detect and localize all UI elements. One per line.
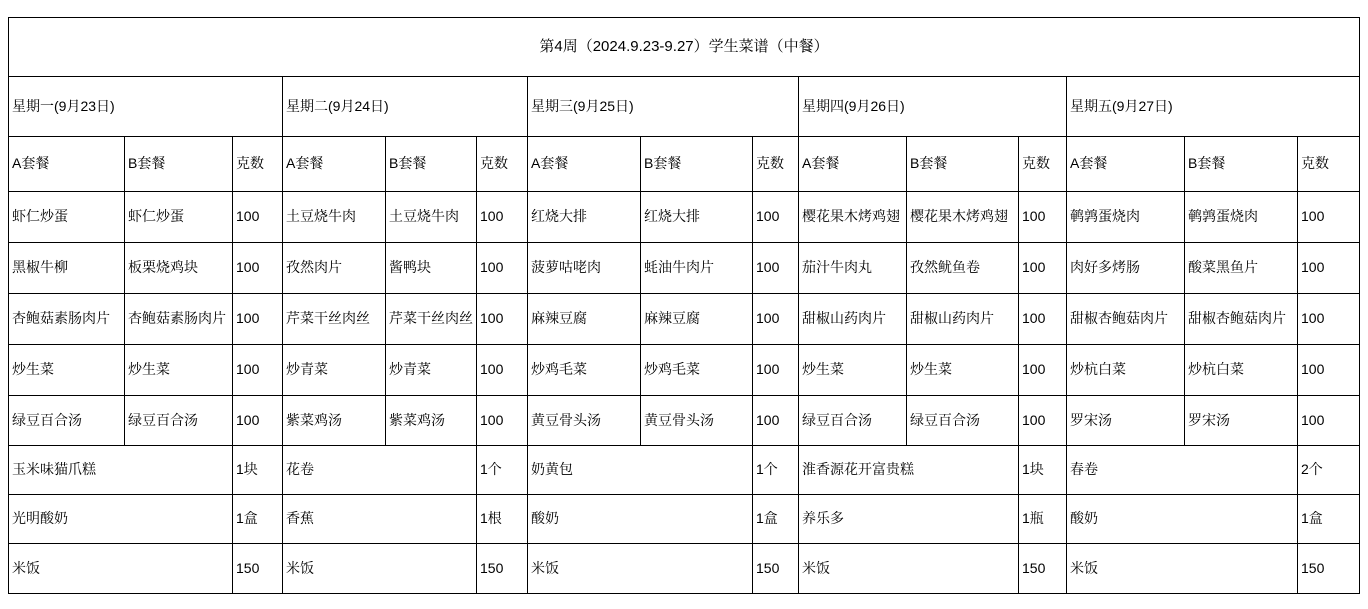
grams-cell: 100 (1298, 192, 1360, 243)
grams-cell: 100 (477, 243, 528, 294)
dish-cell: 杏鲍菇素肠肉片 (9, 294, 125, 345)
extra-qty-cell: 1盒 (753, 495, 799, 544)
dish-cell: 炒生菜 (799, 345, 907, 396)
grams-cell: 100 (233, 345, 283, 396)
dish-cell: 绿豆百合汤 (9, 396, 125, 446)
extra-name-cell: 米饭 (799, 544, 1019, 594)
dish-cell: 罗宋汤 (1185, 396, 1298, 446)
extra-qty-cell: 150 (1019, 544, 1067, 594)
extra-qty-cell: 1根 (477, 495, 528, 544)
dish-cell: 绿豆百合汤 (799, 396, 907, 446)
grams-cell: 100 (477, 396, 528, 446)
dish-cell: 绿豆百合汤 (125, 396, 233, 446)
extra-name-cell: 玉米味猫爪糕 (9, 446, 233, 495)
dish-cell: 炒生菜 (125, 345, 233, 396)
extra-name-cell: 养乐多 (799, 495, 1019, 544)
extra-qty-cell: 1盒 (1298, 495, 1360, 544)
extra-qty-cell: 150 (233, 544, 283, 594)
drink-row (9, 495, 1360, 544)
grams-cell: 100 (477, 192, 528, 243)
extra-name-cell: 春卷 (1067, 446, 1298, 495)
day-header-friday: 星期五(9月27日) (1067, 77, 1360, 137)
grams-cell: 100 (753, 345, 799, 396)
grams-cell: 100 (1298, 294, 1360, 345)
dish-cell: 酱鸭块 (386, 243, 477, 294)
dish-cell: 甜椒杏鲍菇肉片 (1067, 294, 1185, 345)
dish-cell: 炒鸡毛菜 (641, 345, 753, 396)
extra-name-cell: 奶黄包 (528, 446, 753, 495)
dish-cell: 炒生菜 (907, 345, 1019, 396)
col-header-grams: 克数 (1298, 137, 1360, 192)
dish-cell: 土豆烧牛肉 (386, 192, 477, 243)
dish-cell: 炒生菜 (9, 345, 125, 396)
grams-cell: 100 (1298, 345, 1360, 396)
extra-name-cell: 米饭 (1067, 544, 1298, 594)
dish-cell: 杏鲍菇素肠肉片 (125, 294, 233, 345)
dish-cell: 紫菜鸡汤 (283, 396, 386, 446)
extra-qty-cell: 150 (1298, 544, 1360, 594)
day-header-wednesday: 星期三(9月25日) (528, 77, 799, 137)
dish-cell: 土豆烧牛肉 (283, 192, 386, 243)
col-header-a: A套餐 (283, 137, 386, 192)
extra-qty-cell: 1个 (753, 446, 799, 495)
extra-qty-cell: 150 (477, 544, 528, 594)
dish-cell: 红烧大排 (641, 192, 753, 243)
dish-cell: 菠萝咕咾肉 (528, 243, 641, 294)
grams-cell: 100 (753, 192, 799, 243)
extra-qty-cell: 150 (753, 544, 799, 594)
grams-cell: 100 (233, 243, 283, 294)
col-header-grams: 克数 (753, 137, 799, 192)
grams-cell: 100 (1298, 243, 1360, 294)
day-header-thursday: 星期四(9月26日) (799, 77, 1067, 137)
grams-cell: 100 (1019, 192, 1067, 243)
dish-cell: 甜椒杏鲍菇肉片 (1185, 294, 1298, 345)
grams-cell: 100 (1298, 396, 1360, 446)
grams-cell: 100 (233, 294, 283, 345)
dish-cell: 绿豆百合汤 (907, 396, 1019, 446)
dish-cell: 炒鸡毛菜 (528, 345, 641, 396)
extra-qty-cell: 2个 (1298, 446, 1360, 495)
dish-cell: 紫菜鸡汤 (386, 396, 477, 446)
dish-cell: 炒青菜 (283, 345, 386, 396)
extra-name-cell: 米饭 (9, 544, 233, 594)
grams-cell: 100 (1019, 396, 1067, 446)
extra-name-cell: 米饭 (528, 544, 753, 594)
dish-cell: 孜然肉片 (283, 243, 386, 294)
col-header-a: A套餐 (1067, 137, 1185, 192)
dish-cell: 茄汁牛肉丸 (799, 243, 907, 294)
dish-cell: 鹌鹑蛋烧肉 (1185, 192, 1298, 243)
grams-cell: 100 (753, 243, 799, 294)
dish-row (9, 345, 1360, 396)
snack-row (9, 446, 1360, 495)
dish-cell: 罗宋汤 (1067, 396, 1185, 446)
dish-cell: 肉好多烤肠 (1067, 243, 1185, 294)
title-row (9, 18, 1360, 77)
dish-row (9, 192, 1360, 243)
col-header-b: B套餐 (907, 137, 1019, 192)
extra-qty-cell: 1个 (477, 446, 528, 495)
dish-cell: 樱花果木烤鸡翅 (907, 192, 1019, 243)
dish-cell: 红烧大排 (528, 192, 641, 243)
col-header-b: B套餐 (641, 137, 753, 192)
dish-cell: 孜然鱿鱼卷 (907, 243, 1019, 294)
dish-cell: 鹌鹑蛋烧肉 (1067, 192, 1185, 243)
extra-name-cell: 花卷 (283, 446, 477, 495)
grams-cell: 100 (753, 294, 799, 345)
dish-cell: 黑椒牛柳 (9, 243, 125, 294)
grams-cell: 100 (233, 192, 283, 243)
page-title: 第4周（2024.9.23-9.27）学生菜谱（中餐） (9, 18, 1360, 77)
col-header-a: A套餐 (528, 137, 641, 192)
col-header-b: B套餐 (1185, 137, 1298, 192)
extra-qty-cell: 1块 (233, 446, 283, 495)
dish-cell: 炒杭白菜 (1185, 345, 1298, 396)
grams-cell: 100 (477, 345, 528, 396)
col-header-grams: 克数 (477, 137, 528, 192)
dish-row (9, 294, 1360, 345)
grams-cell: 100 (1019, 345, 1067, 396)
extra-qty-cell: 1盒 (233, 495, 283, 544)
extra-qty-cell: 1瓶 (1019, 495, 1067, 544)
rice-row (9, 544, 1360, 594)
extra-name-cell: 米饭 (283, 544, 477, 594)
grams-cell: 100 (477, 294, 528, 345)
dish-row (9, 243, 1360, 294)
dish-cell: 黄豆骨头汤 (528, 396, 641, 446)
dish-cell: 炒杭白菜 (1067, 345, 1185, 396)
grams-cell: 100 (753, 396, 799, 446)
col-header-b: B套餐 (125, 137, 233, 192)
day-header-row (9, 77, 1360, 137)
dish-cell: 虾仁炒蛋 (9, 192, 125, 243)
col-header-grams: 克数 (233, 137, 283, 192)
col-header-b: B套餐 (386, 137, 477, 192)
extra-name-cell: 光明酸奶 (9, 495, 233, 544)
dish-cell: 酸菜黑鱼片 (1185, 243, 1298, 294)
dish-cell: 甜椒山药肉片 (799, 294, 907, 345)
dish-cell: 芹菜干丝肉丝 (386, 294, 477, 345)
col-header-a: A套餐 (9, 137, 125, 192)
grams-cell: 100 (1019, 294, 1067, 345)
extra-name-cell: 酸奶 (1067, 495, 1298, 544)
dish-cell: 甜椒山药肉片 (907, 294, 1019, 345)
lunch-menu-table (8, 17, 1360, 594)
col-header-a: A套餐 (799, 137, 907, 192)
dish-cell: 虾仁炒蛋 (125, 192, 233, 243)
grams-cell: 100 (1019, 243, 1067, 294)
column-header-row (9, 137, 1360, 192)
extra-name-cell: 香蕉 (283, 495, 477, 544)
dish-cell: 麻辣豆腐 (641, 294, 753, 345)
dish-cell: 板栗烧鸡块 (125, 243, 233, 294)
extra-qty-cell: 1块 (1019, 446, 1067, 495)
dish-cell: 蚝油牛肉片 (641, 243, 753, 294)
dish-cell: 炒青菜 (386, 345, 477, 396)
dish-cell: 麻辣豆腐 (528, 294, 641, 345)
dish-cell: 芹菜干丝肉丝 (283, 294, 386, 345)
dish-row (9, 396, 1360, 446)
extra-name-cell: 淮香源花开富贵糕 (799, 446, 1019, 495)
dish-cell: 黄豆骨头汤 (641, 396, 753, 446)
extra-name-cell: 酸奶 (528, 495, 753, 544)
dish-cell: 樱花果木烤鸡翅 (799, 192, 907, 243)
day-header-monday: 星期一(9月23日) (9, 77, 283, 137)
grams-cell: 100 (233, 396, 283, 446)
day-header-tuesday: 星期二(9月24日) (283, 77, 528, 137)
col-header-grams: 克数 (1019, 137, 1067, 192)
